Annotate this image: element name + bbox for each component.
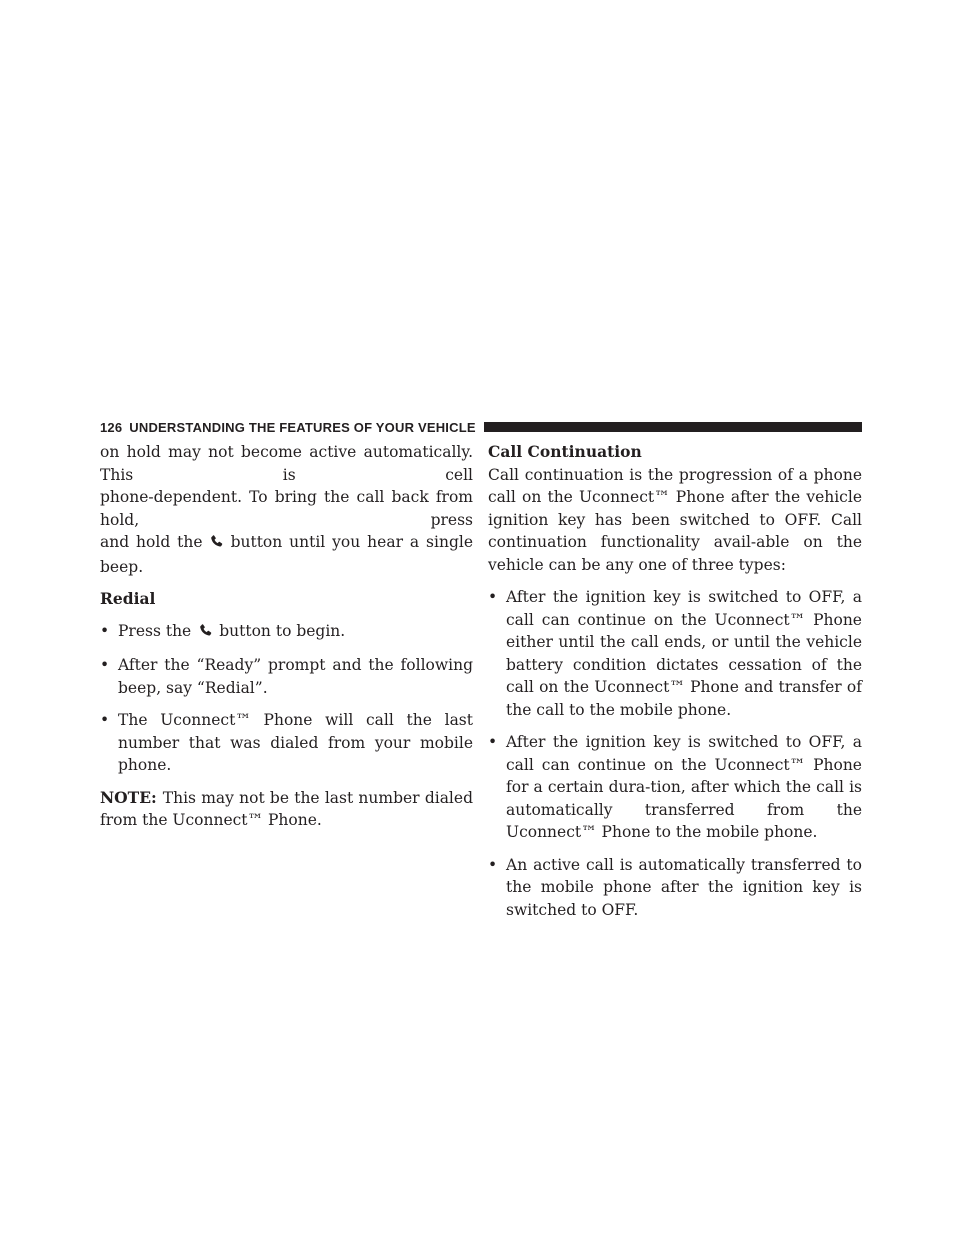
redial-bullet-1: • Press the button to begin. — [100, 620, 473, 645]
page-header — [100, 418, 862, 436]
bullet-icon: • — [488, 588, 498, 606]
call-continuation-heading: Call Continuation — [488, 442, 642, 461]
page-number: 126 — [100, 419, 123, 435]
bullet-icon: • — [100, 656, 110, 674]
note-paragraph — [100, 787, 473, 832]
hold-instructions-paragraph — [100, 441, 473, 578]
note-label: NOTE: — [100, 787, 157, 807]
continuation-bullet-2: • After the ignition key is switched to OFF, a call can continue on the Uconnect™ Phone for a certain dura-tion, after which the call is automatically transferred from the Uconnect™ Phone to the mobile phone. — [488, 733, 862, 841]
hold-line-3: and hold the button until you hear a single beep. — [100, 533, 473, 576]
bullet-icon: • — [100, 711, 110, 729]
redial-bullet-3: • The Uconnect™ Phone will call the last number that was dialed from your mobile phone. — [100, 711, 473, 774]
bullet-icon: • — [100, 621, 110, 640]
phone-handset-icon — [191, 622, 219, 645]
section-title: UNDERSTANDING THE FEATURES OF YOUR VEHICLE — [129, 419, 476, 435]
hold-line-1: on hold may not become active automatically. This is cell — [100, 443, 473, 484]
continuation-bullet-3: • An active call is automatically transferred to the mobile phone after the ignition key is switched to OFF. — [488, 855, 862, 919]
note-text: This may not be the last number dialed from the Uconnect™ Phone. — [100, 788, 473, 829]
bullet-icon: • — [488, 855, 498, 874]
continuation-bullet-1: • After the ignition key is switched to OFF, a call can continue on the Uconnect™ Phone either until the call ends, or until the vehicle battery condition dictates cessation of the call on the Uconnect™ Phone and transfer of the call to the mobile phone. — [488, 588, 862, 719]
header-rule — [484, 422, 862, 432]
hold-line-2: phone-dependent. To bring the call back from hold, press — [100, 488, 473, 529]
bullet-icon: • — [488, 733, 498, 751]
call-continuation-intro: Call continuation is the progression of a phone call on the Uconnect™ Phone after the vehicle ignition key has been switched to OFF. Call continuation functionality avail-able on the vehicle can be any one of three types: — [488, 465, 862, 574]
right-column — [488, 441, 862, 931]
redial-bullet-2: • After the “Ready” prompt and the following beep, say “Redial”. — [100, 656, 473, 697]
phone-handset-icon — [203, 533, 231, 556]
left-column — [100, 441, 473, 832]
redial-heading: Redial — [100, 589, 156, 608]
